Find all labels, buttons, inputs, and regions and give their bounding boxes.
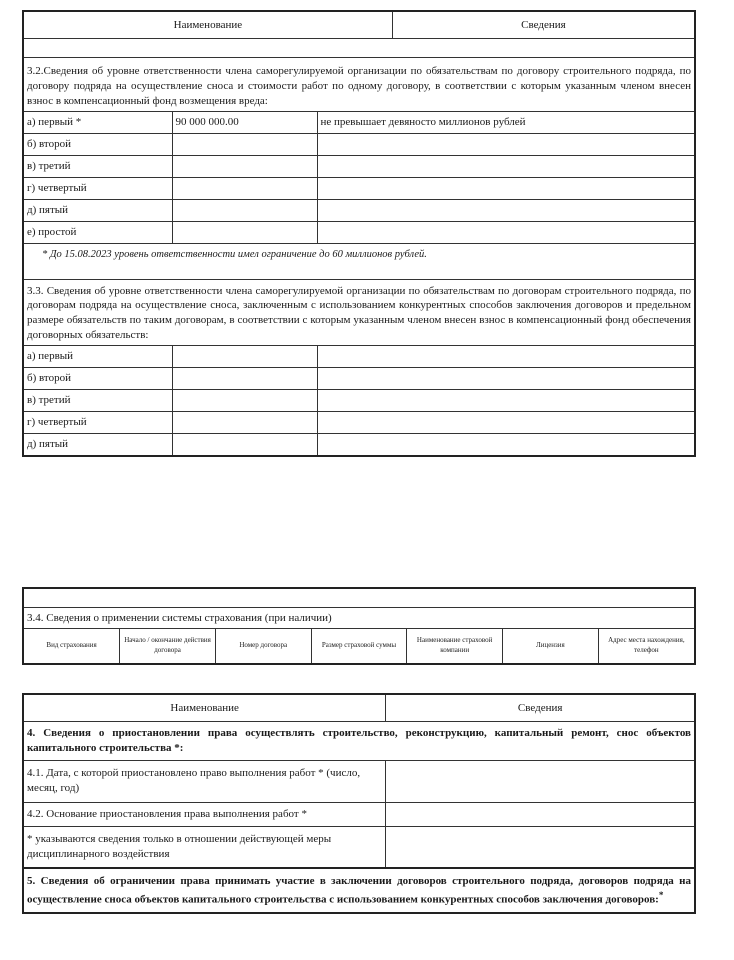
header-name-cell: Наименование	[173, 18, 243, 31]
section-4-title: 4. Сведения о приостановлении права осуществлять строительство, реконструкцию, капитальный ремонт, снос объектов капитального строительства *:	[24, 722, 694, 761]
level-row	[24, 345, 694, 367]
level-desc	[317, 221, 694, 243]
col-contract-period: Начало / окончание действия договора	[120, 629, 216, 663]
level-label: в) третий	[24, 389, 172, 411]
level-amount	[172, 221, 317, 243]
suspension-basis-label: 4.2. Основание приостановления права выполнения работ *	[24, 802, 386, 826]
level-desc	[317, 155, 694, 177]
level-amount: 90 000 000.00	[172, 111, 317, 133]
level-row	[24, 221, 694, 243]
level-desc	[317, 367, 694, 389]
level-label: в) третий	[24, 155, 172, 177]
level-row	[24, 155, 694, 177]
spacer	[24, 589, 694, 607]
section-5-title	[24, 868, 694, 911]
level-desc	[317, 133, 694, 155]
level-amount	[172, 433, 317, 455]
spacer	[24, 265, 694, 279]
level-desc	[317, 411, 694, 433]
suspension-date-label: 4.1. Дата, с которой приостановлено право выполнения работ * (число, месяц, год)	[24, 760, 386, 802]
header-name-cell: Наименование	[24, 695, 386, 722]
level-desc	[317, 177, 694, 199]
col-insured-sum: Размер страховой суммы	[311, 629, 407, 663]
level-row	[24, 199, 694, 221]
level-amount	[172, 411, 317, 433]
level-desc	[317, 389, 694, 411]
col-contract-number: Номер договора	[215, 629, 311, 663]
insurance-columns-row	[24, 629, 694, 663]
section-3-2-title: 3.2.Сведения об уровне ответственности члена саморегулируемой организации по обязательствам по договору строительного подряда, по договору подряда на осуществление сноса и стоимости работ по одному договору, в соответствии с которым указанным членом внесен взнос в компенсационный фонд возмещения вреда:	[24, 58, 694, 112]
level-amount	[172, 345, 317, 367]
level-amount	[172, 133, 317, 155]
level-row	[24, 433, 694, 455]
level-label: г) четвертый	[24, 411, 172, 433]
bottom-table-block	[22, 693, 696, 914]
section-3-4-table	[24, 607, 694, 663]
col-insurance-type: Вид страхования	[24, 629, 120, 663]
level-label: а) первый	[24, 345, 172, 367]
suspension-date-value	[386, 760, 694, 802]
level-label: б) второй	[24, 367, 172, 389]
section-5-text: 5. Сведения об ограничении права принимать участие в заключении договоров строительного подряда, договоров подряда на осуществление сноса объектов капитального строительства с использованием конкурентных способов заключения договоров:	[27, 875, 691, 906]
col-license: Лицензия	[503, 629, 599, 663]
level-desc	[317, 433, 694, 455]
level-amount	[172, 177, 317, 199]
top-table-block	[22, 10, 696, 457]
level-amount	[172, 367, 317, 389]
header-info-cell: Сведения	[386, 695, 694, 722]
section-3-3-table	[24, 279, 694, 456]
level-label: д) пятый	[24, 199, 172, 221]
level-amount	[172, 199, 317, 221]
footnote-marker: *	[658, 890, 664, 901]
level-row	[24, 177, 694, 199]
level-row	[24, 133, 694, 155]
spacer	[24, 38, 694, 57]
level-amount	[172, 155, 317, 177]
level-row	[24, 111, 694, 133]
level-desc	[317, 345, 694, 367]
level-label: г) четвертый	[24, 177, 172, 199]
level-row	[24, 411, 694, 433]
disciplinary-value	[386, 826, 694, 868]
header-info-cell: Сведения	[392, 12, 694, 38]
col-insurer-name: Наименование страховой компании	[407, 629, 503, 663]
level-desc: не превышает девяносто миллионов рублей	[317, 111, 694, 133]
level-label: д) пятый	[24, 433, 172, 455]
section-3-4-title: 3.4. Сведения о применении системы страхования (при наличии)	[24, 608, 694, 629]
level-row	[24, 367, 694, 389]
col-address-phone: Адрес места нахождения, телефон	[598, 629, 694, 663]
section-3-3-title: 3.3. Сведения об уровне ответственности члена саморегулируемой организации по обязательствам по договорам строительного подряда, по договорам подряда на осуществление сноса, заключенным с использованием конкурентных способов заключения договоров и предельном размере обязательств по таким договорам, в соответствии с которым указанным членом внесен взнос в компенсационный фонд обеспечения договорных обязательств:	[24, 279, 694, 345]
level-label: а) первый *	[24, 111, 172, 133]
suspension-basis-value	[386, 802, 694, 826]
footnote: * До 15.08.2023 уровень ответственности имел ограничение до 60 миллионов рублей.	[42, 248, 427, 260]
level-label: б) второй	[24, 133, 172, 155]
level-row	[24, 389, 694, 411]
header-row-2	[24, 695, 694, 722]
section-4-5-table	[24, 695, 694, 912]
disciplinary-note: * указываются сведения только в отношении действующей меры дисциплинарного воздействия	[24, 826, 386, 868]
section-3-2-table	[24, 57, 694, 244]
level-amount	[172, 389, 317, 411]
level-label: е) простой	[24, 221, 172, 243]
insurance-block	[22, 587, 696, 665]
level-desc	[317, 199, 694, 221]
header-row-1	[24, 12, 694, 38]
